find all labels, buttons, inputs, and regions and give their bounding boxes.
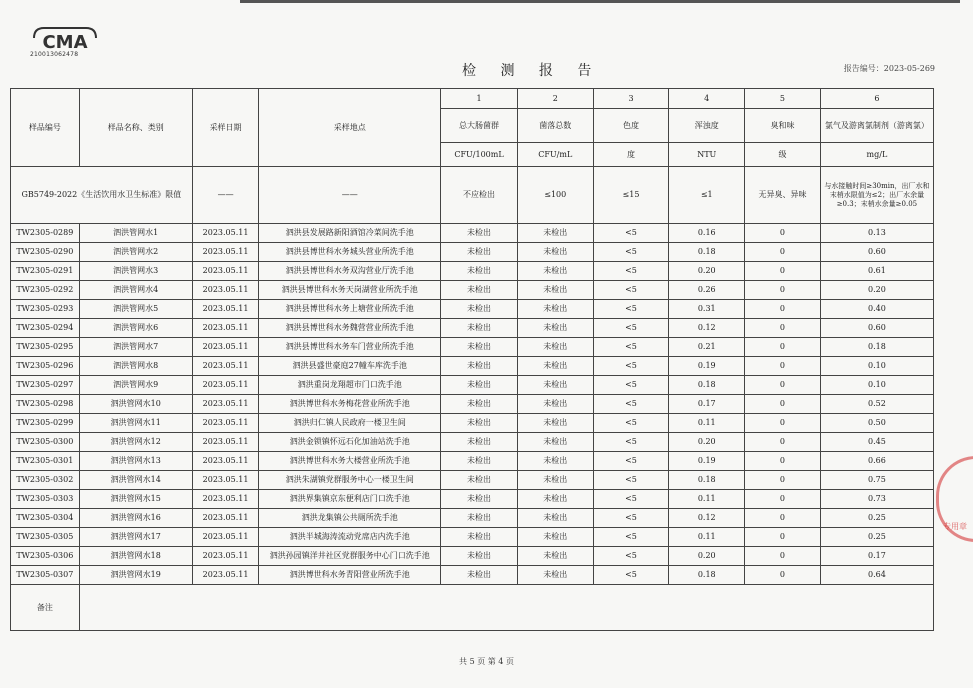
date-cell: 2023.05.11 <box>192 262 259 281</box>
value-cell: 未检出 <box>517 566 593 585</box>
table-row <box>11 547 934 566</box>
table-row <box>11 528 934 547</box>
cma-code: 210013062478 <box>30 51 79 58</box>
sample-name-cell: 泗洪管网水8 <box>79 357 192 376</box>
value-cell: 0 <box>745 471 821 490</box>
value-cell: 未检出 <box>517 528 593 547</box>
value-cell: 0.73 <box>820 490 933 509</box>
value-cell: 未检出 <box>517 452 593 471</box>
location-cell: 泗洪县博世科水务魏营营业所洗手池 <box>259 319 441 338</box>
value-cell: 0.11 <box>669 528 745 547</box>
table-row <box>11 300 934 319</box>
param-name: 菌落总数 <box>517 109 593 143</box>
sample-name-cell: 泗洪管网水17 <box>79 528 192 547</box>
param-number: 4 <box>669 89 745 109</box>
value-cell: 未检出 <box>517 376 593 395</box>
value-cell: 0.21 <box>669 338 745 357</box>
value-cell: 0 <box>745 357 821 376</box>
value-cell: 0.17 <box>669 395 745 414</box>
location-cell: 泗洪县博世科水务上塘营业所洗手池 <box>259 300 441 319</box>
param-unit: NTU <box>669 143 745 167</box>
limits-row <box>11 167 934 224</box>
sample-no-cell: TW2305-0290 <box>11 243 80 262</box>
location-cell: 泗洪县盛世豪庭27幢车库洗手池 <box>259 357 441 376</box>
sample-no-cell: TW2305-0292 <box>11 281 80 300</box>
sample-name-cell: 泗洪管网水11 <box>79 414 192 433</box>
sample-name-cell: 泗洪管网水10 <box>79 395 192 414</box>
value-cell: 未检出 <box>517 262 593 281</box>
value-cell: 未检出 <box>441 433 518 452</box>
date-cell: 2023.05.11 <box>192 509 259 528</box>
svg-text:CMA: CMA <box>42 32 88 53</box>
remarks-content <box>79 585 933 631</box>
sample-no-cell: TW2305-0305 <box>11 528 80 547</box>
value-cell: 0.60 <box>820 243 933 262</box>
value-cell: 0.45 <box>820 433 933 452</box>
sample-name-cell: 泗洪管网水5 <box>79 300 192 319</box>
table-row <box>11 566 934 585</box>
param-unit: mg/L <box>820 143 933 167</box>
value-cell: 未检出 <box>517 547 593 566</box>
value-cell: <5 <box>593 414 669 433</box>
value-cell: <5 <box>593 395 669 414</box>
value-cell: <5 <box>593 357 669 376</box>
value-cell: 0.40 <box>820 300 933 319</box>
sample-name-cell: 泗洪管网水13 <box>79 452 192 471</box>
value-cell: 0.18 <box>669 376 745 395</box>
date-cell: 2023.05.11 <box>192 281 259 300</box>
report-number: 报告编号：2023-05-269 <box>843 64 935 73</box>
table-row <box>11 376 934 395</box>
value-cell: 未检出 <box>441 452 518 471</box>
location-cell: 泗洪金锁镇怀远石化加油站洗手池 <box>259 433 441 452</box>
table-row <box>11 414 934 433</box>
value-cell: 0 <box>745 547 821 566</box>
page-footer: 共 5 页 第 4 页 <box>459 657 514 666</box>
param-unit: CFU/mL <box>517 143 593 167</box>
table-body <box>11 89 934 631</box>
value-cell: 0.20 <box>820 281 933 300</box>
param-number: 6 <box>820 89 933 109</box>
table-row <box>11 509 934 528</box>
param-unit: CFU/100mL <box>441 143 518 167</box>
limit-value-chlorine: 与水接触时间≥30min，出厂水和末梢水限值为≤2；出厂水余量≥0.3；末梢水余量≥0.05 <box>820 167 933 224</box>
table-row <box>11 452 934 471</box>
table-row <box>11 338 934 357</box>
date-cell: 2023.05.11 <box>192 547 259 566</box>
value-cell: 0.17 <box>820 547 933 566</box>
col-sample-no: 样品编号 <box>11 89 80 167</box>
value-cell: 0 <box>745 338 821 357</box>
value-cell: 0.18 <box>820 338 933 357</box>
sample-name-cell: 泗洪管网水9 <box>79 376 192 395</box>
red-seal-stamp <box>936 456 973 542</box>
value-cell: 未检出 <box>441 319 518 338</box>
location-cell: 泗洪县博世科水务天岗湖营业所洗手池 <box>259 281 441 300</box>
value-cell: 0 <box>745 376 821 395</box>
param-name: 氯气及游离氯制剂（游离氯） <box>820 109 933 143</box>
value-cell: 0.25 <box>820 528 933 547</box>
value-cell: <5 <box>593 566 669 585</box>
date-cell: 2023.05.11 <box>192 338 259 357</box>
param-name: 色度 <box>593 109 669 143</box>
value-cell: 未检出 <box>441 243 518 262</box>
sample-name-cell: 泗洪管网水14 <box>79 471 192 490</box>
results-table <box>10 88 934 631</box>
value-cell: 0.12 <box>669 509 745 528</box>
value-cell: 未检出 <box>517 224 593 243</box>
value-cell: <5 <box>593 281 669 300</box>
sample-name-cell: 泗洪管网水18 <box>79 547 192 566</box>
table-row <box>11 471 934 490</box>
value-cell: 未检出 <box>441 262 518 281</box>
limit-value: ≤1 <box>669 167 745 224</box>
table-row <box>11 357 934 376</box>
sample-name-cell: 泗洪管网水7 <box>79 338 192 357</box>
value-cell: 0.20 <box>669 433 745 452</box>
value-cell: 0 <box>745 262 821 281</box>
value-cell: 未检出 <box>441 490 518 509</box>
location-cell: 泗洪县博世科水务城头营业所洗手池 <box>259 243 441 262</box>
location-cell: 泗洪孙园镇洋井社区党群服务中心门口洗手池 <box>259 547 441 566</box>
value-cell: 0.19 <box>669 357 745 376</box>
report-title: 检 测 报 告 <box>462 63 602 79</box>
param-number: 5 <box>745 89 821 109</box>
header-row-numbers <box>11 89 934 109</box>
sample-no-cell: TW2305-0298 <box>11 395 80 414</box>
value-cell: 0.26 <box>669 281 745 300</box>
value-cell: <5 <box>593 452 669 471</box>
limits-location: —— <box>259 167 441 224</box>
value-cell: 未检出 <box>517 243 593 262</box>
value-cell: 0.12 <box>669 319 745 338</box>
value-cell: 0.16 <box>669 224 745 243</box>
value-cell: 0.61 <box>820 262 933 281</box>
value-cell: 未检出 <box>517 509 593 528</box>
location-cell: 泗洪博世科水务梅花营业所洗手池 <box>259 395 441 414</box>
value-cell: 0.64 <box>820 566 933 585</box>
value-cell: 未检出 <box>441 357 518 376</box>
limit-value: 无异臭、异味 <box>745 167 821 224</box>
value-cell: 0.52 <box>820 395 933 414</box>
sample-no-cell: TW2305-0300 <box>11 433 80 452</box>
sample-name-cell: 泗洪管网水3 <box>79 262 192 281</box>
value-cell: 0.20 <box>669 547 745 566</box>
sample-name-cell: 泗洪管网水1 <box>79 224 192 243</box>
sample-name-cell: 泗洪管网水15 <box>79 490 192 509</box>
value-cell: 0.20 <box>669 262 745 281</box>
value-cell: <5 <box>593 338 669 357</box>
table-row <box>11 433 934 452</box>
date-cell: 2023.05.11 <box>192 414 259 433</box>
value-cell: 未检出 <box>441 566 518 585</box>
date-cell: 2023.05.11 <box>192 300 259 319</box>
date-cell: 2023.05.11 <box>192 566 259 585</box>
value-cell: 未检出 <box>517 338 593 357</box>
date-cell: 2023.05.11 <box>192 376 259 395</box>
value-cell: <5 <box>593 224 669 243</box>
value-cell: 0 <box>745 528 821 547</box>
sample-no-cell: TW2305-0297 <box>11 376 80 395</box>
col-sample-name: 样品名称、类别 <box>79 89 192 167</box>
value-cell: 0.31 <box>669 300 745 319</box>
value-cell: 0.13 <box>820 224 933 243</box>
remarks-label: 备注 <box>11 585 80 631</box>
param-unit: 级 <box>745 143 821 167</box>
value-cell: 未检出 <box>441 528 518 547</box>
value-cell: 未检出 <box>517 471 593 490</box>
location-cell: 泗洪博世科水务大楼营业所洗手池 <box>259 452 441 471</box>
value-cell: 未检出 <box>441 338 518 357</box>
sample-no-cell: TW2305-0307 <box>11 566 80 585</box>
sample-name-cell: 泗洪管网水19 <box>79 566 192 585</box>
col-location: 采样地点 <box>259 89 441 167</box>
sample-no-cell: TW2305-0302 <box>11 471 80 490</box>
value-cell: <5 <box>593 433 669 452</box>
sample-no-cell: TW2305-0289 <box>11 224 80 243</box>
table-row <box>11 243 934 262</box>
value-cell: <5 <box>593 490 669 509</box>
date-cell: 2023.05.11 <box>192 433 259 452</box>
date-cell: 2023.05.11 <box>192 471 259 490</box>
location-cell: 泗洪重岗龙翔超市门口洗手池 <box>259 376 441 395</box>
limit-value: ≤15 <box>593 167 669 224</box>
param-number: 2 <box>517 89 593 109</box>
table-row <box>11 224 934 243</box>
table-row <box>11 262 934 281</box>
sample-name-cell: 泗洪管网水12 <box>79 433 192 452</box>
sample-no-cell: TW2305-0293 <box>11 300 80 319</box>
value-cell: 未检出 <box>517 490 593 509</box>
seal-text: 专用章 <box>943 522 967 531</box>
location-cell: 泗洪博世科水务青阳营业所洗手池 <box>259 566 441 585</box>
value-cell: <5 <box>593 262 669 281</box>
sample-no-cell: TW2305-0295 <box>11 338 80 357</box>
value-cell: 0.18 <box>669 566 745 585</box>
date-cell: 2023.05.11 <box>192 224 259 243</box>
value-cell: <5 <box>593 243 669 262</box>
sample-no-cell: TW2305-0296 <box>11 357 80 376</box>
value-cell: <5 <box>593 319 669 338</box>
location-cell: 泗洪界集镇京东便利店门口洗手池 <box>259 490 441 509</box>
value-cell: <5 <box>593 376 669 395</box>
value-cell: <5 <box>593 547 669 566</box>
location-cell: 泗洪归仁镇人民政府一楼卫生间 <box>259 414 441 433</box>
value-cell: 0.11 <box>669 414 745 433</box>
sample-name-cell: 泗洪管网水2 <box>79 243 192 262</box>
limits-label: GB5749-2022《生活饮用水卫生标准》限值 <box>11 167 193 224</box>
value-cell: 0.50 <box>820 414 933 433</box>
value-cell: <5 <box>593 300 669 319</box>
value-cell: <5 <box>593 528 669 547</box>
sample-no-cell: TW2305-0299 <box>11 414 80 433</box>
table-row <box>11 490 934 509</box>
date-cell: 2023.05.11 <box>192 319 259 338</box>
location-cell: 泗洪朱湖镇党群服务中心一楼卫生间 <box>259 471 441 490</box>
value-cell: 0 <box>745 243 821 262</box>
value-cell: 0.11 <box>669 490 745 509</box>
value-cell: 0.66 <box>820 452 933 471</box>
sample-no-cell: TW2305-0303 <box>11 490 80 509</box>
value-cell: 0 <box>745 566 821 585</box>
date-cell: 2023.05.11 <box>192 395 259 414</box>
value-cell: 未检出 <box>517 300 593 319</box>
limit-value: 不应检出 <box>441 167 518 224</box>
date-cell: 2023.05.11 <box>192 357 259 376</box>
value-cell: 未检出 <box>517 414 593 433</box>
limit-value: ≤100 <box>517 167 593 224</box>
value-cell: 未检出 <box>441 547 518 566</box>
value-cell: 0.10 <box>820 357 933 376</box>
sample-no-cell: TW2305-0291 <box>11 262 80 281</box>
value-cell: 未检出 <box>441 300 518 319</box>
remarks-row <box>11 585 934 631</box>
value-cell: 0 <box>745 509 821 528</box>
value-cell: 0.60 <box>820 319 933 338</box>
param-name: 总大肠菌群 <box>441 109 518 143</box>
value-cell: 未检出 <box>441 471 518 490</box>
table-row <box>11 281 934 300</box>
value-cell: 未检出 <box>517 433 593 452</box>
value-cell: 0 <box>745 319 821 338</box>
value-cell: 0 <box>745 300 821 319</box>
value-cell: 0.18 <box>669 471 745 490</box>
param-name: 臭和味 <box>745 109 821 143</box>
value-cell: 未检出 <box>517 319 593 338</box>
location-cell: 泗洪县发展路新阳酒馆冷菜间洗手池 <box>259 224 441 243</box>
value-cell: 0 <box>745 414 821 433</box>
value-cell: 0.18 <box>669 243 745 262</box>
value-cell: 未检出 <box>517 395 593 414</box>
table-row <box>11 395 934 414</box>
sample-no-cell: TW2305-0294 <box>11 319 80 338</box>
value-cell: 0 <box>745 490 821 509</box>
sample-no-cell: TW2305-0306 <box>11 547 80 566</box>
date-cell: 2023.05.11 <box>192 528 259 547</box>
col-date: 采样日期 <box>192 89 259 167</box>
value-cell: 未检出 <box>441 281 518 300</box>
value-cell: 未检出 <box>517 281 593 300</box>
param-unit: 度 <box>593 143 669 167</box>
value-cell: <5 <box>593 471 669 490</box>
location-cell: 泗洪县博世科水务双沟营业厅洗手池 <box>259 262 441 281</box>
sample-no-cell: TW2305-0304 <box>11 509 80 528</box>
value-cell: 未检出 <box>441 414 518 433</box>
value-cell: 0 <box>745 433 821 452</box>
limits-date: —— <box>192 167 259 224</box>
value-cell: 0 <box>745 281 821 300</box>
scan-edge <box>240 0 960 3</box>
location-cell: 泗洪半城海涛流动党席店内洗手池 <box>259 528 441 547</box>
value-cell: 未检出 <box>517 357 593 376</box>
sample-name-cell: 泗洪管网水6 <box>79 319 192 338</box>
sample-name-cell: 泗洪管网水4 <box>79 281 192 300</box>
param-name: 浑浊度 <box>669 109 745 143</box>
param-number: 1 <box>441 89 518 109</box>
value-cell: 0 <box>745 224 821 243</box>
value-cell: 0.10 <box>820 376 933 395</box>
value-cell: 未检出 <box>441 224 518 243</box>
sample-name-cell: 泗洪管网水16 <box>79 509 192 528</box>
value-cell: 0 <box>745 395 821 414</box>
date-cell: 2023.05.11 <box>192 452 259 471</box>
value-cell: 0.75 <box>820 471 933 490</box>
table-row <box>11 319 934 338</box>
value-cell: 0.19 <box>669 452 745 471</box>
value-cell: 0 <box>745 452 821 471</box>
value-cell: 0.25 <box>820 509 933 528</box>
value-cell: 未检出 <box>441 395 518 414</box>
sample-no-cell: TW2305-0301 <box>11 452 80 471</box>
value-cell: 未检出 <box>441 509 518 528</box>
value-cell: <5 <box>593 509 669 528</box>
location-cell: 泗洪县博世科水务车门营业所洗手池 <box>259 338 441 357</box>
date-cell: 2023.05.11 <box>192 243 259 262</box>
param-number: 3 <box>593 89 669 109</box>
date-cell: 2023.05.11 <box>192 490 259 509</box>
location-cell: 泗洪龙集镇公共厕所洗手池 <box>259 509 441 528</box>
value-cell: 未检出 <box>441 376 518 395</box>
